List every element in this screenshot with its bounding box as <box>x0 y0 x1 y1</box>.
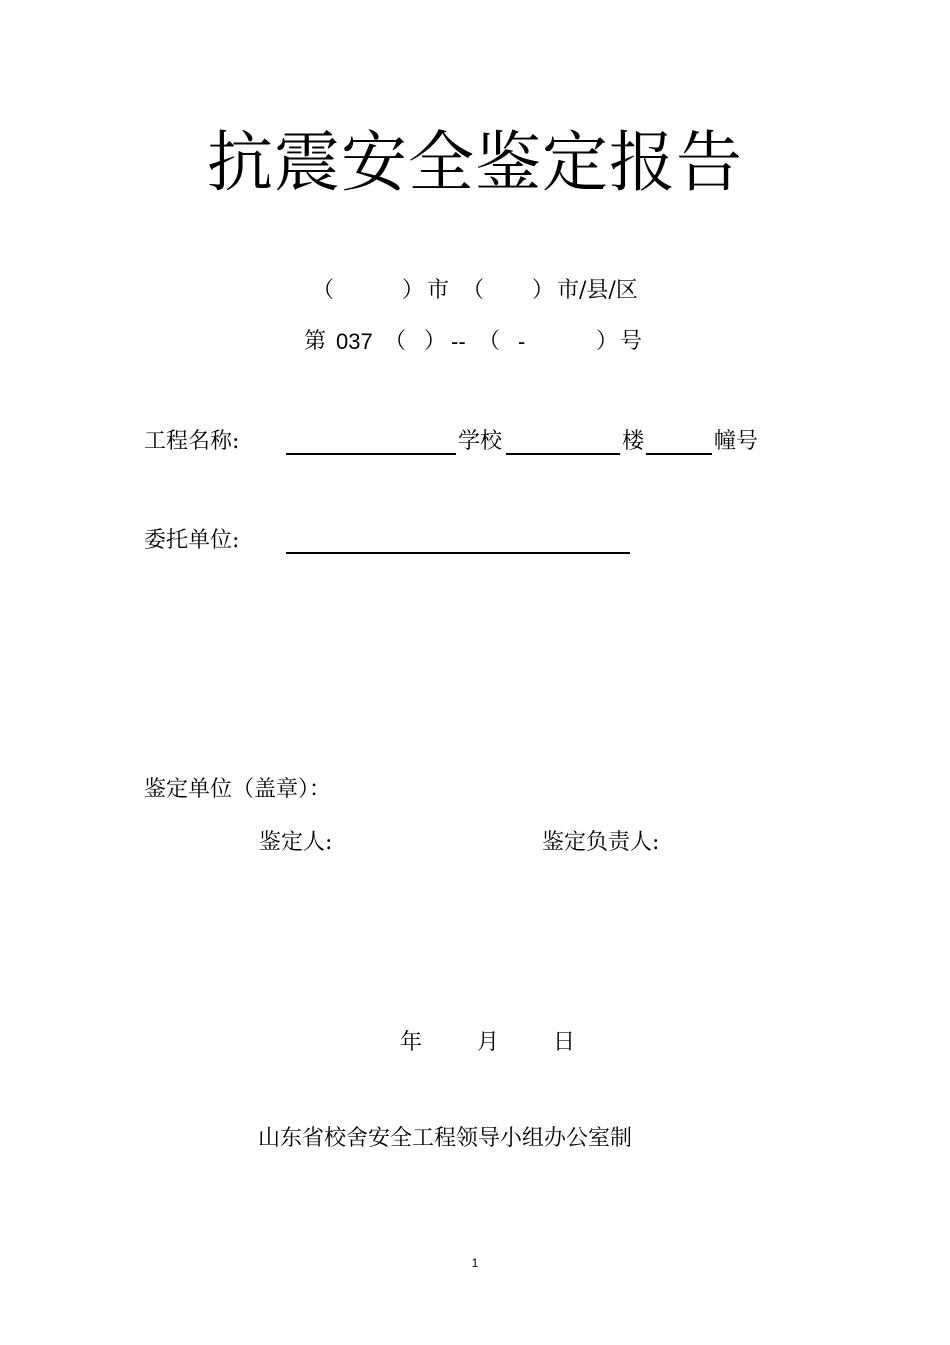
region-close-paren-2: ） <box>532 278 555 303</box>
project-name-blank[interactable] <box>286 453 456 455</box>
number-suffix: 号 <box>620 329 643 354</box>
school-blank[interactable] <box>506 453 620 455</box>
region-district-label: 市/县/区 <box>557 278 638 303</box>
region-open-paren-2: （ <box>462 278 485 303</box>
number-close-paren-2: ） <box>596 329 619 354</box>
page-number: 1 <box>471 1256 479 1270</box>
number-open-paren-2: （ <box>478 329 501 354</box>
building-label: 楼 <box>622 429 645 454</box>
region-city-label: 市 <box>427 278 450 303</box>
issuer-text: 山东省校舍安全工程领导小组办公室制 <box>258 1126 633 1151</box>
number-double-dash: -- <box>451 329 466 354</box>
project-name-label: 工程名称: <box>144 429 240 454</box>
client-blank[interactable] <box>286 552 630 554</box>
school-label: 学校 <box>458 429 503 454</box>
number-close-paren-1: ） <box>424 329 447 354</box>
appraiser-label: 鉴定人: <box>259 830 333 855</box>
building-unit-label: 幢号 <box>714 429 759 454</box>
number-prefix: 第 <box>304 329 327 354</box>
number-open-paren-1: （ <box>384 329 407 354</box>
building-blank[interactable] <box>646 453 712 455</box>
number-dash: - <box>518 329 526 354</box>
date-month: 月 <box>477 1030 500 1055</box>
report-title: 抗震安全鉴定报告 <box>207 124 743 201</box>
appraiser-lead-label: 鉴定负责人: <box>542 830 660 855</box>
region-close-paren-1: ） <box>402 278 425 303</box>
appraiser-org-label: 鉴定单位（盖章）： <box>144 777 332 802</box>
region-open-paren-1: （ <box>312 278 335 303</box>
date-day: 日 <box>553 1030 576 1055</box>
number-code: 037 <box>336 329 373 354</box>
date-year: 年 <box>400 1030 423 1055</box>
client-label: 委托单位: <box>144 528 240 553</box>
